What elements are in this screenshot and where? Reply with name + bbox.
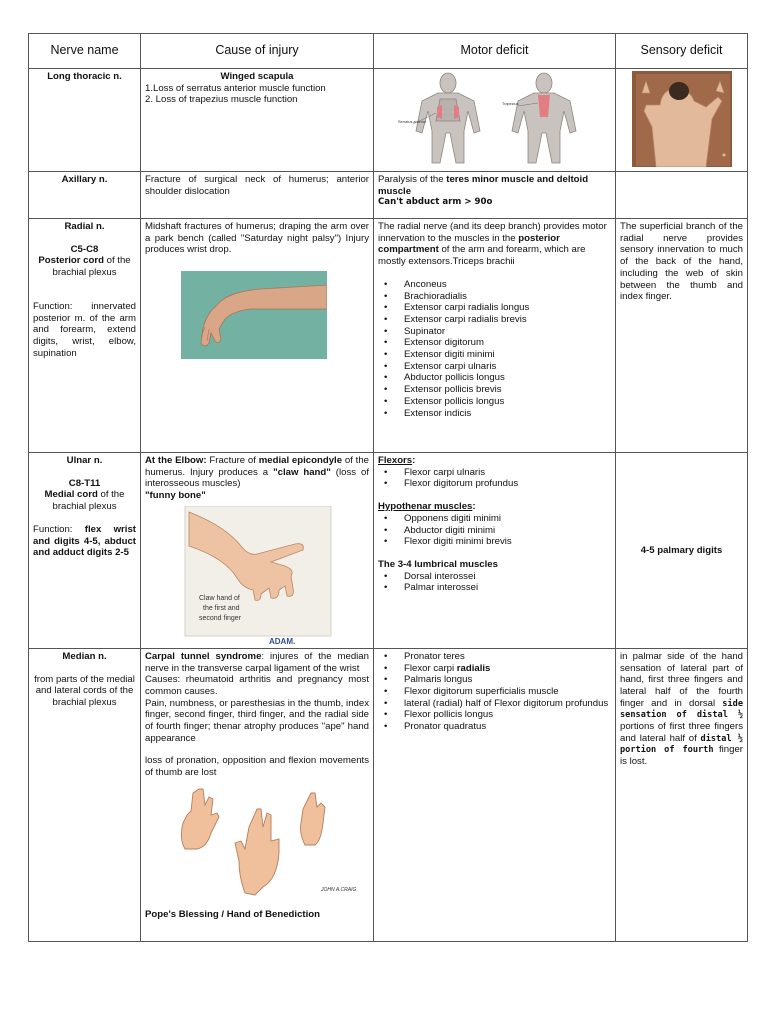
header-nerve-name: Nerve name [29,34,141,69]
cause-median [141,648,374,941]
lumbrical-label: The 3-4 lumbrical muscles [378,558,498,570]
sensory-radial: The superficial branch of the radial nerve provides sensory innervation to much of the back of the hand, including the web of skin between the thumb and index finger. [616,219,748,453]
list-item: • Opponens digiti minimi [404,513,611,525]
list-item: • Pronator quadratus [404,721,611,733]
figure-credit: ADAM. [269,636,296,646]
nerve-name-long-thoracic: Long thoracic n. [29,69,141,172]
cause-item: 2. Loss of trapezius muscle function [145,94,298,106]
cause-bold: "claw hand" [273,466,331,478]
hypothenar-label: Hypothenar muscles [378,501,473,513]
wall-push-figure [632,71,732,167]
claw-hand-figure [145,506,371,646]
list-item: • Extensor indicis [404,408,611,420]
figure-credit: JOHN A.CRAIG [321,886,357,893]
nerve-origin: from parts of the medial and lateral cords of the brachial plexus [34,673,135,708]
nerve-root: C5-C8 [70,243,99,255]
list-item: • Extensor carpi radialis brevis [404,314,611,326]
list-item: • lateral (radial) half of Flexor digitorum profundus [404,698,611,710]
motor-text-bold: posterior compartment [378,232,560,256]
motor-text-bold: teres minor muscle and deltoid muscle [378,174,589,197]
nerve-name: Ulnar n. [66,455,103,466]
cause-text: Pain, numbness, or paresthesias in the thumb, index finger, second finger, third finger, and the radial side of fourth finger; thenar atrophy produces "ape" hand appearance [145,697,369,744]
list-item: • Abductor digiti minimi [404,525,611,537]
header-sensory: Sensory deficit [616,34,748,69]
cause-radial [141,219,374,453]
header-row [29,34,748,69]
cause-bold: "funny bone" [145,490,206,502]
motor-text: of the arm and forearm, which are mostly extensors.Triceps brachii [378,244,586,268]
figure-caption: Pope's Blessing / Hand of Benediction [145,908,320,920]
sensory-text: portions of first three fingers and lateral half of [620,721,743,744]
list-item: • Palmar interossei [404,582,611,594]
radial-muscle-list [378,279,611,419]
cord-rest: of the brachial plexus [52,255,131,279]
motor-note: Can't abduct arm > 90o [378,197,493,208]
cord-rest: of the brachial plexus [52,489,125,513]
cord-bold: Medial cord [44,489,98,501]
list-item: • Extensor digiti minimi [404,349,611,361]
row-axillary [29,172,748,219]
header-cause: Cause of injury [141,34,374,69]
median-muscle-list [378,651,611,733]
sensory-text-mono: distal ½ portion of fourth [620,733,743,756]
sensory-text-mono: side sensation of distal ½ [620,698,743,721]
list-item: • Brachioradialis [404,291,611,303]
list-item: • Extensor pollicis brevis [404,384,611,396]
cause-item: 1.Loss of serratus anterior muscle function [145,82,326,94]
cause-text: : injures of the median nerve in the transverse carpal ligament of the wrist [145,650,369,674]
cause-axillary: Fracture of surgical neck of humerus; anterior shoulder dislocation [141,172,374,219]
function-label: Function: [33,523,85,535]
cause-text: Midshaft fractures of humerus; draping the arm over a park bench (called "Saturday night palsy") Injury produces wrist drop. [145,221,369,256]
list-item: • Abductor pollicis longus [404,372,611,384]
cause-bold: medial epicondyle [258,455,343,466]
figure-label-serratus: Serratus anterior [398,120,427,124]
nerve-name: Median n. [62,650,107,662]
cause-ulnar [141,453,374,649]
flexors-label: Flexors [378,455,413,466]
cause-bold: At the Elbow: [145,455,207,466]
motor-axillary [374,172,616,219]
nerve-name-ulnar [29,453,141,649]
sensory-long-thoracic [616,69,748,172]
nerve-name-median [29,648,141,941]
cause-text: Fracture of [206,455,259,466]
nerve-name: Radial n. [64,221,105,232]
list-item: • Supinator [404,326,611,338]
cause-text: (loss of interosseous muscles) [145,466,369,490]
motor-radial [374,219,616,453]
list-item: • Extensor carpi radialis longus [404,302,611,314]
list-item: • Extensor carpi ulnaris [404,361,611,373]
cause-bold: Carpal tunnel syndrome [145,650,262,662]
list-item-bold: radialis [456,662,491,674]
motor-median [374,648,616,941]
list-item: • Pronator teres [404,651,611,663]
wrist-drop-figure [181,271,327,359]
list-item: • Flexor digitorum superficialis muscle [404,686,611,698]
row-ulnar [29,453,748,649]
list-item: • Flexor pollicis longus [404,709,611,721]
motor-text: The radial nerve (and its deep branch) provides motor innervation to the muscles in the [378,221,607,244]
list-item: • Flexor carpi ulnaris [404,467,611,479]
nerve-name-radial [29,219,141,453]
list-item: • Palmaris longus [404,674,611,686]
sensory-ulnar: 4-5 palmary digits [616,453,748,649]
list-item: • Extensor pollicis longus [404,396,611,408]
cord-bold: Posterior cord [38,255,104,267]
list-item: • Extensor digitorum [404,337,611,349]
motor-ulnar: Flexors: • Flexor carpi ulnaris • Flexor digitorum profundus Hypothenar muscles: • Opponens digiti minimi • Abductor digiti minimi • Flexor digiti minimi brevis The 3-4 lumbrical muscles • Dorsal interossei • Palmar interossei [374,453,616,649]
row-median [29,648,748,941]
cause-title: Winged scapula [220,71,294,82]
header-motor: Motor deficit [374,34,616,69]
sensory-median [616,648,748,941]
list-item: Flexor carpi [404,662,457,674]
winged-scapula-figure [378,71,610,167]
flexors-list [378,467,611,490]
benediction-hand-figure [145,783,371,909]
list-item: • Flexor digitorum profundus [404,478,611,490]
list-item: • Anconeus [404,279,611,291]
cause-text: of the humerus. Injury produces a [145,455,369,478]
lumbrical-list [378,571,611,594]
motor-long-thoracic [374,69,616,172]
figure-label-trapezius: Trapezius [502,102,519,106]
row-radial [29,219,748,453]
list-item: • Dorsal interossei [404,571,611,583]
list-item: • Flexor digiti minimi brevis [404,536,611,548]
function-text: Function: innervated posterior m. of the arm and forearm, extend digits, wrist, elbow, supination [33,300,136,359]
motor-text: Paralysis of the [378,174,447,185]
sensory-axillary [616,172,748,219]
function-text: flex wrist and digits 4-5, abduct and adduct digits 2-5 [33,523,136,559]
nerve-root: C8-T11 [68,477,101,489]
cause-long-thoracic [141,69,374,172]
cause-text: loss of pronation, opposition and flexion movements of thumb are lost [145,755,369,779]
nerve-name-axillary: Axillary n. [29,172,141,219]
figure-caption: Claw hand of the first and second finger [199,594,242,622]
sensory-text: finger is lost. [620,744,743,768]
nerve-injury-table [28,33,748,942]
hypothenar-list [378,513,611,548]
row-long-thoracic [29,69,748,172]
sensory-text: in palmar side of the hand sensation of lateral part of hand, first three fingers and lateral half of the fourth finger and in dorsal [620,650,743,709]
cause-text: Causes: rheumatoid arthritis and pregnancy most common causes. [145,674,369,697]
